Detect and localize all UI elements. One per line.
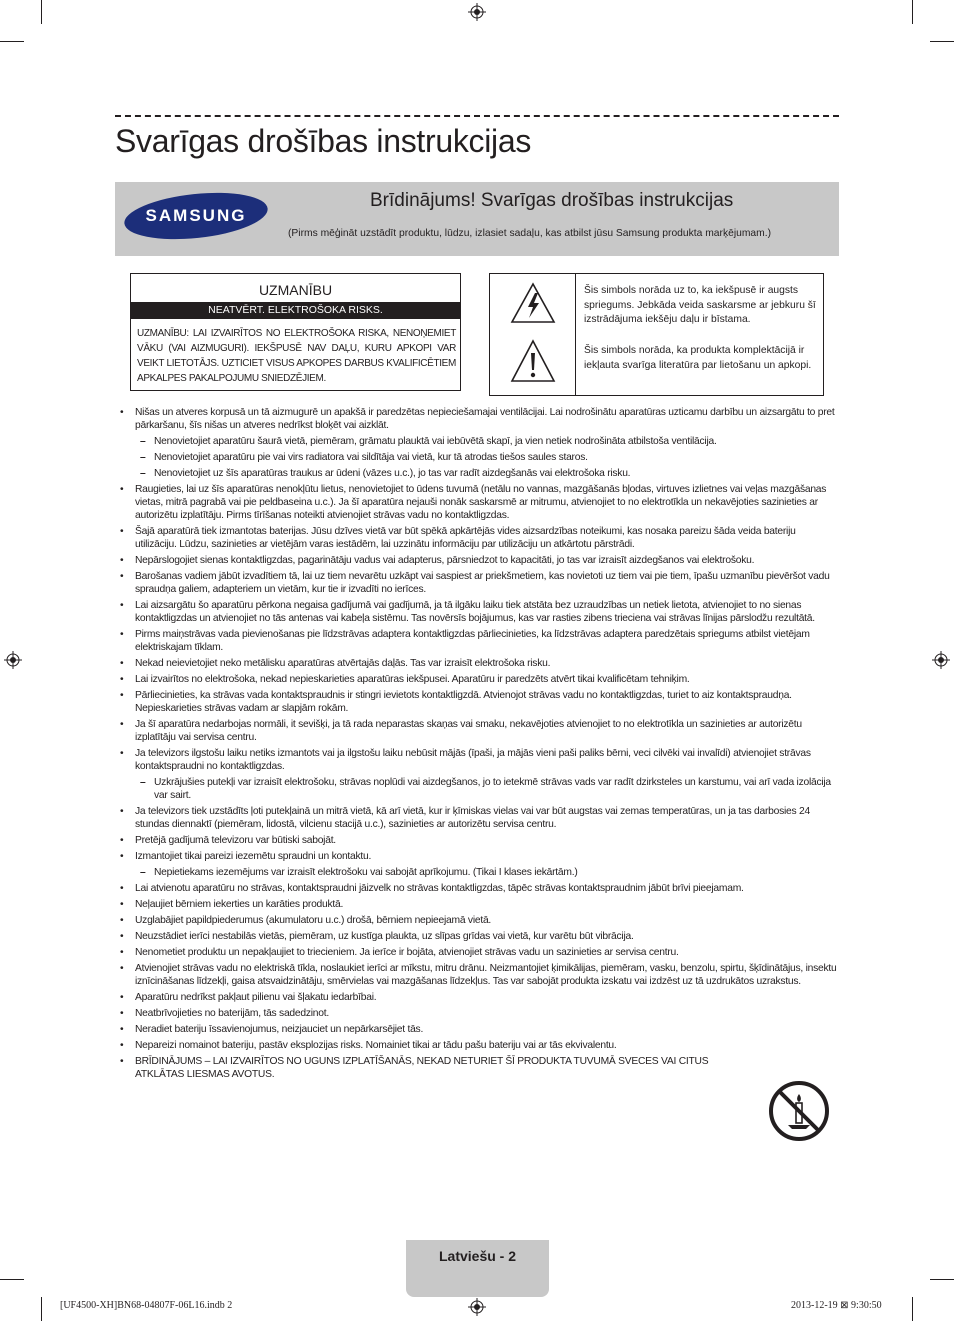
list-item: • Barošanas vadiem jābūt izvadītiem tā, lai uz tiem nevarētu uzkāpt vai saspiest ar priekšmetiem, kas novietoti uz tiem vai pie tiem, īpašu uzmanību pievēršot vadu spraudņa galiem, adapteriem un vietām, kur tie ir izvadīti no ierīces. <box>119 570 839 596</box>
instruction-list <box>119 406 839 1084</box>
caution-box <box>130 273 461 391</box>
list-item: – Uzkrājušies putekļi var izraisīt elektrošoku, strāvas noplūdi vai aizdegšanos, jo to ietekmē strāvas vads var radīt dzirksteles un karstumu, vai arī vada izolācija var sairt. <box>119 776 839 802</box>
list-item: • Nišas un atveres korpusā un tā aizmugurē un apakšā ir paredzētas nepieciešamajai ventilācijai. Lai nodrošinātu aparatūras uzticamu darbību un aizsargātu to pret pārkaršanu, šīs nišas un atveres nedrīkst bloķēt vai aizklāt. <box>119 406 839 432</box>
crop-mark <box>930 41 954 42</box>
crop-mark <box>0 41 24 42</box>
samsung-logo-icon <box>123 190 269 242</box>
registration-mark-icon <box>468 3 486 21</box>
crop-mark <box>41 1297 42 1321</box>
crop-mark <box>930 1279 954 1280</box>
list-item: • Lai atvienotu aparatūru no strāvas, kontaktspraudni jāizvelk no strāvas kontaktligzdas, tāpēc strāvas kontaktspraudnim jābūt brīvi pieejamam. <box>119 882 839 895</box>
caution-heading: UZMANĪBU <box>258 282 333 298</box>
page-number: Latviešu - 2 <box>438 1248 517 1264</box>
list-item: • Ja televizors ilgstošu laiku netiks izmantots vai ja ilgstošu laiku nebūsit mājās (īpaši, ja mājās vieni paši paliks bērni, veci cilvēki vai invalīdi) atvienojiet strāvas kontaktspraudni no kontaktligzdas. <box>119 747 839 773</box>
lightning-triangle-icon <box>510 282 556 324</box>
registration-mark-icon <box>468 1298 486 1316</box>
list-item: • Pretējā gadījumā televizoru var būtiski sabojāt. <box>119 834 839 847</box>
crop-mark <box>912 0 913 24</box>
caution-bar: NEATVĒRT. ELEKTROŠOKA RISKS. <box>131 302 460 319</box>
list-item: – Nenovietojiet aparatūru pie vai virs radiatora vai sildītāja vai vietā, kur tā atrodas tiešos saules staros. <box>119 451 839 464</box>
list-item: – Nepietiekams iezemējums var izraisīt elektrošoku vai sabojāt aprīkojumu. (Tikai I klases iekārtām.) <box>119 866 839 879</box>
caution-text: UZMANĪBU: LAI IZVAIRĪTOS NO ELEKTROŠOKA RISKA, NENOŅEMIET VĀKU (VAI AIZMUGURI). IEKŠPUSĒ NAV DAĻU, KURU APKOPI VAR VEIKT LIETOTĀJS. UZTICIET VISUS APKOPES DARBUS KVALIFICĒTIEM APKALPES PAKALPOJUMU SNIEDZĒJIEM. <box>137 328 456 384</box>
list-item: – Nenovietojiet aparatūru šaurā vietā, piemēram, grāmatu plauktā vai iebūvētā skapī, ja vien netiek nodrošināta atbilstoša ventilācija. <box>119 435 839 448</box>
list-item: • Nepārslogojiet sienas kontaktligzdas, pagarinātāju vadus vai adapterus, pārsniedzot to kapacitāti, jo tas var izraisīt aizdegšanos vai elektrošoku. <box>119 554 839 567</box>
list-item: • Uzglabājiet papildpiederumus (akumulatoru u.c.) drošā, bērniem nepieejamā vietā. <box>119 914 839 927</box>
list-item: • Neļaujiet bērniem iekerties un karāties produktā. <box>119 898 839 911</box>
crop-mark <box>41 0 42 24</box>
page-number-tab <box>406 1240 549 1297</box>
symbols-box <box>489 273 824 396</box>
exclamation-triangle-icon <box>510 339 556 383</box>
list-item: • Pārliecinieties, ka strāvas vada kontaktspraudnis ir stingri ievietots kontaktligzdā. Atvienojot strāvas vadu no kontaktligzdas, turiet to aiz kontaktspraudņa. Nepieskarieties strāvas vadam ar slapjām rokām. <box>119 689 839 715</box>
list-item: • Aparatūru nedrīkst pakļaut pilienu vai šļakatu iedarbībai. <box>119 991 839 1004</box>
banner-subtitle: (Pirms mēģināt uzstādīt produktu, lūdzu, izlasiet sadaļu, kas atbilst jūsu Samsung produkta marķējumam.) <box>288 228 772 239</box>
list-item: • Nekad neievietojiet neko metālisku aparatūras atvērtajās daļās. Tas var izraisīt elektrošoka risku. <box>119 657 839 670</box>
list-item: • Neatbrīvojieties no baterijām, tās sadedzinot. <box>119 1007 839 1020</box>
list-item: • Nenometiet produktu un nepakļaujiet to triecieniem. Ja ierīce ir bojāta, atvienojiet strāvas vadu un sazinieties ar servisa centru. <box>119 946 839 959</box>
crop-mark <box>912 1297 913 1321</box>
file-name: [UF4500-XH]BN68-04807F-06L16.indb 2 <box>60 1300 233 1311</box>
list-item: • Izmantojiet tikai pareizi iezemētu spraudni un kontaktu. <box>119 850 839 863</box>
voltage-symbol-text: Šis simbols norāda uz to, ka iekšpusē ir augsts spriegums. Jebkāda veida saskarsme ar jebkuru šī izstrādājuma iekšēju daļu ir bīstama. <box>584 285 816 325</box>
print-timestamp: 2013-12-19 ⊠ 9:30:50 <box>791 1300 882 1311</box>
list-item: – Nenovietojiet uz šīs aparatūras traukus ar ūdeni (vāzes u.c.), jo tas var radīt aizdegšanās vai elektrošoka risku. <box>119 467 839 480</box>
list-item: • Lai izvairītos no elektrošoka, nekad nepieskarieties aparatūras iekšpusei. Aparatūru ir paredzēts atvērt tikai kvalificētam tehniķim. <box>119 673 839 686</box>
list-item: • Šajā aparatūrā tiek izmantotas baterijas. Jūsu dzīves vietā var būt spēkā apkārtējās vides aizsardzības noteikumi, kas nosaka pareizu šāda veida bateriju utilizāciju. Lūdzu, sazinieties ar vietējām varas iestādēm, lai uzzinātu informāciju par utilizāciju un atkārtotu pārstrādi. <box>119 525 839 551</box>
page-title: Svarīgas drošības instrukcijas <box>115 123 532 159</box>
list-item: • Neradiet bateriju īssavienojumus, neizjauciet un nepārkarsējiet tās. <box>119 1023 839 1036</box>
crop-mark <box>0 1279 24 1280</box>
list-item: • Lai aizsargātu šo aparatūru pērkona negaisa gadījumā vai gadījumā, ja tā ilgāku laiku tiek atstāta bez uzraudzības un netiek lietota, atvienojiet to no sienas kontaktligzdas un atvienojiet no tās antenas vai kabeļa sistēmu. Tas novērsīs bojājumus, kas var rasties zibens trieciena vai strāvas līnijas pārslodžu rezultātā. <box>119 599 839 625</box>
banner-title: Brīdinājums! Svarīgas drošības instrukcijas <box>370 190 734 211</box>
registration-mark-icon <box>932 651 950 669</box>
list-item: • Ja šī aparatūra nedarbojas normāli, it sevišķi, ja tā rada neparastas skaņas vai smaku, nekavējoties atvienojiet to no elektrotīkla un sazinieties ar autorizētu izplatītāju vai servisa centru. <box>119 718 839 744</box>
list-item: • Neuzstādiet ierīci nestabilās vietās, piemēram, uz kustīga plaukta, uz slīpas grīdas vai vietā, kur varētu būt vibrācija. <box>119 930 839 943</box>
list-item: • BRĪDINĀJUMS – LAI IZVAIRĪTOS NO UGUNS IZPLATĪŠANĀS, NEKAD NETURIET ŠĪ PRODUKTA TUVUMĀ SVECES VAI CITUS ATKLĀTAS LIESMAS AVOTUS. <box>119 1055 745 1081</box>
title-rule <box>115 115 839 117</box>
info-symbol-text: Šis simbols norāda, ka produkta komplektācijā ir iekļauta svarīga literatūra par lietošanu un apkopi. <box>584 345 812 371</box>
list-item: • Nepareizi nomainot bateriju, pastāv eksplozijas risks. Nomainiet tikai ar tādu pašu bateriju vai ar tās ekvivalentu. <box>119 1039 839 1052</box>
list-item: • Pirms maiņstrāvas vada pievienošanas pie līdzstrāvas adaptera kontaktligzdas pārliecinieties, ka līdzstrāvas adaptera paredzētais spriegums atbilst vietējam elektriskajam tīklam. <box>119 628 839 654</box>
symbols-divider <box>575 274 576 395</box>
no-candle-icon <box>768 1080 830 1142</box>
list-item: • Atvienojiet strāvas vadu no elektriskā tīkla, noslaukiet ierīci ar mīkstu, mitru drānu. Neizmantojiet ķimikālijas, piemēram, vasku, benzolu, spirtu, šķīdinātājus, insektu iznīcināšanas līdzekļi, gaisa atsvaidzinātāju, smērvielas vai mazgāšanas līdzekļus. Tas var sabojāt produkta izskatu vai izdzēst uz tā uzdrukātos uzrakstus. <box>119 962 839 988</box>
list-item: • Raugieties, lai uz šīs aparatūras nenokļūtu lietus, nenovietojiet to ūdens tuvumā (netālu no vannas, mazgāšanās bļodas, virtuves izlietnes vai veļas mazgāšanas vietas, mitrā pagrabā vai pie peldbaseina u.c.). Ja šī aparatūra nejauši nonāk saskarsmē ar mitrumu, atvienojiet to no elektrotīkla un nekavējoties sazinieties ar autorizētu izplatītāju. Pirms tīrīšanas noteikti atvienojiet strāvas vadu no kontaktligzdas. <box>119 483 839 522</box>
list-item: • Ja televizors tiek uzstādīts ļoti putekļainā un mitrā vietā, kā arī vietā, kur ir ķīmiskas vielas vai var būt augstas vai zemas temperatūras, un ja tas darbosies 24 stundas diennaktī (piemēram, lidostā, vilcienu stacijā u.c.), sazinieties ar autorizētu servisa centru. <box>119 805 839 831</box>
registration-mark-icon <box>4 651 22 669</box>
logo-text: SAMSUNG <box>145 206 247 225</box>
